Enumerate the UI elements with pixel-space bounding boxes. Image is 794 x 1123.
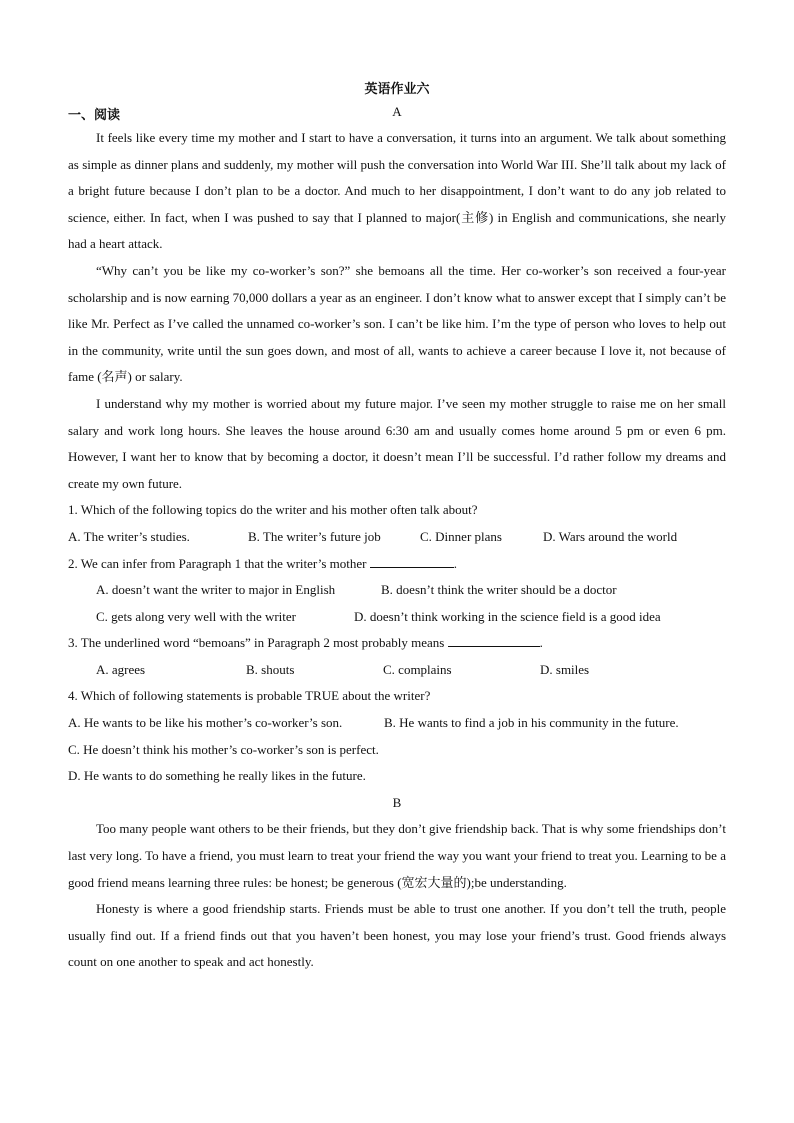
section-header xyxy=(68,104,726,124)
question-2-option-c: C. gets along very well with the writer xyxy=(96,608,297,624)
question-1-stem: 1. Which of the following topics do the writer and his mother often talk about? xyxy=(68,502,478,518)
passage-a-paragraph-2: “Why can’t you be like my co-worker’s son?” she bemoans all the time. Her co-worker’s son received a four-year scholarship and is now earning 70,000 dollars a year as an engineer. I don’t know what to answer except that I simply can’t be like Mr. Perfect as I’ve called the unnamed co-worker’s son. I can’t be like him. I’m the type of person who loves to help out in the community, write until the sun goes down, and most of all, wants to achieve a career because I love it, not because of fame (名声) or salary. xyxy=(68,262,726,385)
question-3-options xyxy=(68,657,726,684)
question-3-option-b: B. shouts xyxy=(246,661,295,677)
answer-blank xyxy=(448,632,540,647)
question-4-options-row-1 xyxy=(68,710,726,737)
question-4-option-a: A. He wants to be like his mother’s co-worker’s son. xyxy=(68,715,343,731)
passage-a-mark: A xyxy=(392,104,402,119)
question-1-option-d: D. Wars around the world xyxy=(543,528,678,544)
passage-b-paragraph-1: Too many people want others to be their friends, but they don’t give friendship back. That is why some friendships don’t last very long. To have a friend, you must learn to treat your friend the way you want your friend to treat you. Learning to be a good friend means learning three rules: be honest; be generous (宽宏大量的);be understanding. xyxy=(68,821,726,890)
question-4-option-c: C. He doesn’t think his mother’s co-worker’s son is perfect. xyxy=(68,741,379,757)
question-3-stem: 3. The underlined word “bemoans” in Paragraph 2 most probably means xyxy=(68,635,445,651)
question-1-option-b: B. The writer’s future job xyxy=(248,528,381,544)
content-flow xyxy=(68,125,726,976)
passage-a-paragraph-1: It feels like every time my mother and I start to have a conversation, it turns into an argument. We talk about something as simple as dinner plans and suddenly, my mother will push the conversation into World War III. She’ll talk about my lack of a bright future because I don’t plan to be a doctor. And much to her disappointment, I don’t want to do any job related to science, either. In fact, when I was pushed to say that I planned to major(主修) in English and communications, she nearly had a heart attack. xyxy=(68,130,726,252)
question-2-option-d: D. doesn’t think working in the science field is a good idea xyxy=(354,608,661,624)
section-label: 一、阅读 xyxy=(68,107,121,122)
passage-b-paragraph-2: Honesty is where a good friendship starts. Friends must be able to trust one another. If you don’t tell the truth, people usually find out. If a friend finds out that you haven’t been honest, you may lose your friend’s trust. Good friends always count on one another to speak and act honestly. xyxy=(68,901,726,970)
question-4-stem: 4. Which of following statements is probable TRUE about the writer? xyxy=(68,688,431,704)
question-3-option-d: D. smiles xyxy=(540,661,590,677)
question-1-option-c: C. Dinner plans xyxy=(420,528,502,544)
passage-a-paragraph-3: I understand why my mother is worried about my future major. I’ve seen my mother struggle to raise me on her small salary and work long hours. She leaves the house around 6:30 am and usually comes home around 5 pm or even 6 pm. However, I want her to know that by becoming a doctor, it doesn’t mean I’ll be successful. I’d rather follow my dreams and create my own future. xyxy=(68,395,726,491)
question-2-options-row-2 xyxy=(68,604,726,631)
question-4-option-b: B. He wants to find a job in his community in the future. xyxy=(384,715,679,731)
question-2: 2. We can infer from Paragraph 1 that the writer’s mother . xyxy=(68,551,726,578)
question-3-option-c: C. complains xyxy=(383,661,452,677)
question-2-option-b: B. doesn’t think the writer should be a doctor xyxy=(381,582,617,598)
question-2-options-row-1 xyxy=(68,577,726,604)
question-2-option-a: A. doesn’t want the writer to major in English xyxy=(96,582,336,598)
question-2-stem: 2. We can infer from Paragraph 1 that the writer’s mother xyxy=(68,555,367,571)
question-1-option-a: A. The writer’s studies. xyxy=(68,528,190,544)
question-3: 3. The underlined word “bemoans” in Paragraph 2 most probably means . xyxy=(68,630,726,657)
question-3-option-a: A. agrees xyxy=(96,661,146,677)
question-1-options xyxy=(68,524,726,551)
passage-b-mark: B xyxy=(392,794,402,810)
answer-blank xyxy=(370,553,454,568)
question-4-option-d: D. He wants to do something he really likes in the future. xyxy=(68,768,366,784)
page-title: 英语作业六 xyxy=(364,81,430,96)
